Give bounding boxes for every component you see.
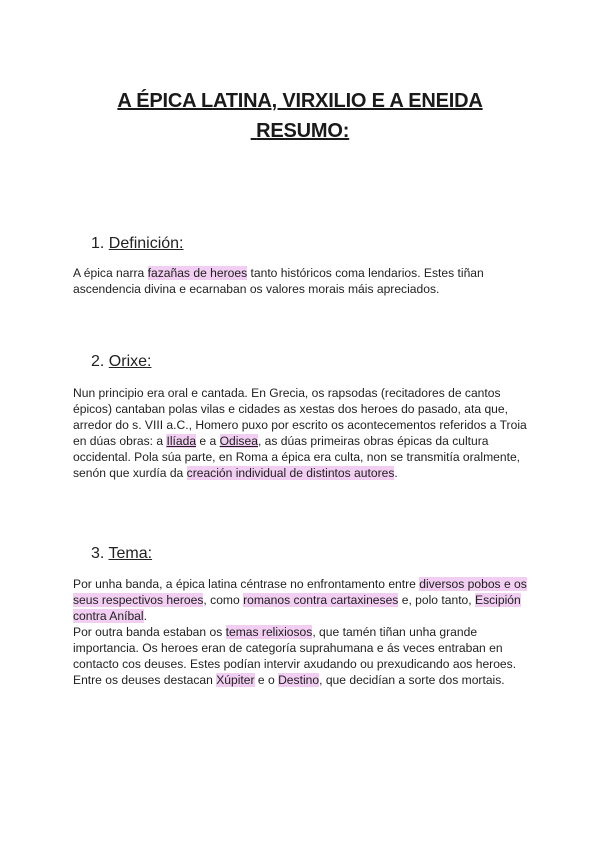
paragraph-tema: Por unha banda, a épica latina céntrase no enfrontamento entre diversos pobos e os seus respectivos heroes, como romanos contra cartaxineses e, polo tanto, Escipión contra Aníbal. Por outra banda estaban os temas relixiosos, que tamén tiñan unha grande importancia. Os heroes eran de categoría suprahumana e ás veces entraban en contacto cos deuses. Estes podían intervir axudando ou prexudicando aos heroes. Entre os deuses destacan Xúpiter e o Destino, que decidían a sorte dos mortais. bbox=[73, 577, 527, 687]
paragraph-orixe: Nun principio era oral e cantada. En Grecia, os rapsodas (recitadores de cantos épicos) cantaban polas vilas e cidades as xestas dos heroes do pasado, ata que, arredor do s. VIII a.C., Homero puxo por escrito os acontecementos referidos a Troia en dúas obras: a Ilíada e a Odisea, as dúas primeiras obras épicas da cultura occidental. Pola súa parte, en Roma a épica era culta, non se transmitía oralmente, senón que xurdía da creación individual de distintos autores. bbox=[73, 386, 527, 480]
paragraph-definicion: A épica narra fazañas de heroes tanto históricos coma lendarios. Estes tiñan ascendencia divina e ecarnaban os valores morais máis apreciados. bbox=[73, 266, 484, 296]
section-heading-definicion: 1. Definición: bbox=[91, 235, 184, 252]
section-heading-tema: 3. Tema: bbox=[91, 545, 153, 562]
section-heading-orixe: 2. Orixe: bbox=[91, 353, 152, 370]
document-title: A ÉPICA LATINA, VIRXILIO E A ENEIDA bbox=[117, 90, 483, 112]
document-subtitle: RESUMO: bbox=[256, 120, 350, 142]
